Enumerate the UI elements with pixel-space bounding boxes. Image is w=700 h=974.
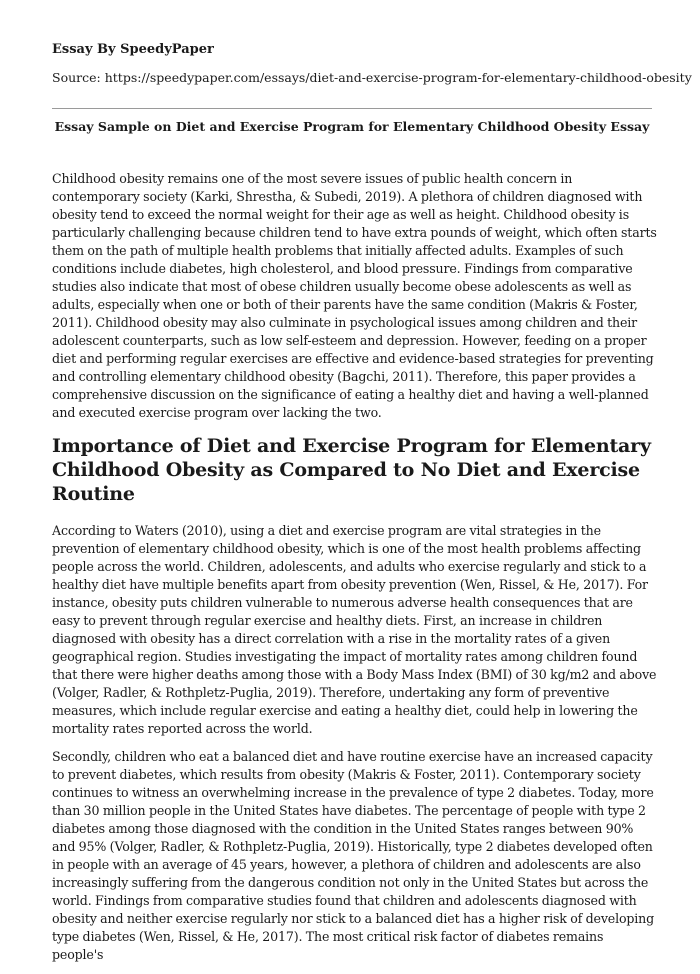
essay-body xyxy=(52,170,657,974)
body-paragraph-2: According to Waters (2010), using a diet and exercise program are vital strategies in the prevention of elementary childhood obesity, which is one of the most health problems affecting people across the world. Children, adolescents, and adults who exercise regularly and stick to a healthy diet have multiple benefits apart from obesity prevention (Wen, Rissel, & He, 2017). For instance, obesity puts children vulnerable to numerous adverse health consequences that are easy to prevent through regular exercise and healthy diets. First, an increase in children diagnosed with obesity has a direct correlation with a rise in the mortality rates of a given geographical region. Studies investigating the impact of mortality rates among children found that there were higher deaths among those with a Body Mass Index (BMI) of 30 kg/m2 and above (Volger, Radler, & Rothpletz-Puglia, 2019). Therefore, undertaking any form of preventive measures, which include regular exercise and eating a healthy diet, could help in lowering the mortality rates reported across the world. xyxy=(52,523,657,736)
source-label: Source: xyxy=(52,70,101,85)
body-paragraph-3: Secondly, children who eat a balanced diet and have routine exercise have an increased capacity to prevent diabetes, which results from obesity (Makris & Foster, 2011). Contemporary society continues to witness an overwhelming increase in the prevalence of type 2 diabetes. Today, more than 30 million people in the United States have diabetes. The percentage of people with type 2 diabetes among those diagnosed with the condition in the United States ranges between 90% and 95% (Volger, Radler, & Rothpletz-Puglia, 2019). Historically, type 2 diabetes developed often in people with an average of 45 years, however, a plethora of children and adolescents are also increasingly suffering from the dangerous condition not only in the United States but across the world. Findings from comparative studies found that children and adolescents diagnosed with obesity and neither exercise regularly nor stick to a balanced diet has a higher risk of developing type diabetes (Wen, Rissel, & He, 2017). The most critical risk factor of diabetes remains people's xyxy=(52,749,655,962)
section-heading: Importance of Diet and Exercise Program for Elementary Childhood Obesity as Compared to No Diet and Exercise Routine xyxy=(52,435,651,505)
source-line xyxy=(52,70,692,85)
document-title: Essay Sample on Diet and Exercise Program for Elementary Childhood Obesity Essay xyxy=(54,119,650,134)
essay-by-label: Essay By SpeedyPaper xyxy=(52,42,214,57)
source-url: https://speedypaper.com/essays/diet-and-exercise-program-for-elementary-childhood-obesity xyxy=(104,70,692,85)
header-divider xyxy=(52,108,652,109)
intro-paragraph: Childhood obesity remains one of the most severe issues of public health concern in contemporary society (Karki, Shrestha, & Subedi, 2019). A plethora of children diagnosed with obesity tend to exceed the normal weight for their age as well as height. Childhood obesity is particularly challenging because children tend to have extra pounds of weight, which often starts them on the path of multiple health problems that initially affected adults. Examples of such conditions include diabetes, high cholesterol, and blood pressure. Findings from comparative studies also indicate that most of obese children usually become obese adolescents as well as adults, especially when one or both of their parents have the same condition (Makris & Foster, 2011). Childhood obesity may also culminate in psychological issues among children and their adolescent counterparts, such as low self-esteem and depression. However, feeding on a proper diet and performing regular exercises are effective and evidence-based strategies for preventing and controlling elementary childhood obesity (Bagchi, 2011). Therefore, this paper provides a comprehensive discussion on the significance of eating a healthy diet and having a well-planned and executed exercise program over lacking the two. xyxy=(52,171,657,420)
